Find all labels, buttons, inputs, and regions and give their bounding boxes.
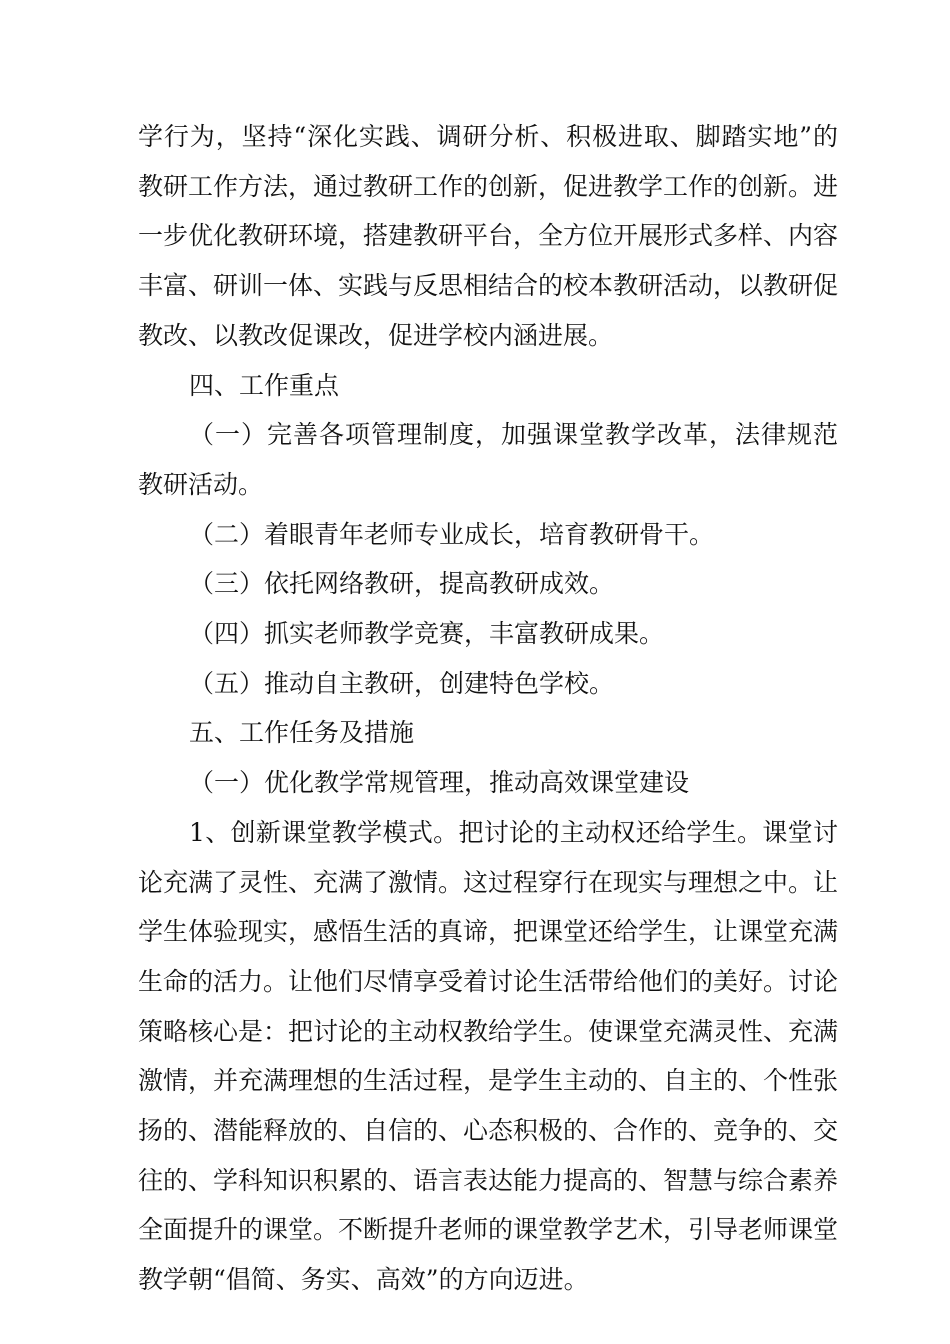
focus-item-2: （二）着眼青年老师专业成长，培育教研骨干。 [189, 519, 715, 549]
paragraph-innovation: 1、创新课堂教学模式。把讨论的主动权还给学生。课堂讨论充满了灵性、充满了激情。这过程穿行在现实与理想之中。让学生体验现实，感悟生活的真谛，把课堂还给学生，让课堂充满生命的活力。让他们尽情享受着讨论生活带给他们的美好。讨论策略核心是：把讨论的主动权教给学生。使课堂充满灵性、充满激情，并充满理想的生活过程，是学生主动的、自主的、个性张扬的、潜能释放的、自信的、心态积极的、合作的、竞争的、交往的、学科知识积累的、语言表达能力提高的、智慧与综合素养全面提升的课堂。不断提升老师的课堂教学艺术，引导老师课堂教学朝“倡简、务实、高效”的方向迈进。 [138, 817, 839, 1295]
focus-item-3: （三）依托网络教研，提高教研成效。 [189, 569, 615, 599]
paragraph-continuation: 学行为，坚持“深化实践、调研分析、积极进取、脚踏实地”的教研工作方法，通过教研工作的创新，促进教学工作的创新。进一步优化教研环境，搭建教研平台，全方位开展形式多样、内容丰富、研训一体、实践与反思相结合的校本教研活动，以教研促教改、以教改促课改，促进学校内涵进展。 [138, 122, 839, 350]
focus-item-1: （一）完善各项管理制度，加强课堂教学改革，法律规范教研活动。 [138, 420, 838, 499]
focus-item-4: （四）抓实老师教学竞赛，丰富教研成果。 [189, 619, 665, 649]
focus-item-5: （五）推动自主教研，创建特色学校。 [189, 668, 615, 698]
section-heading-work-focus: 四、工作重点 [189, 370, 340, 400]
subsection-heading-1: （一）优化教学常规管理，推动高效课堂建设 [189, 768, 690, 798]
document-body [138, 112, 838, 1305]
section-heading-tasks-measures: 五、工作任务及措施 [189, 718, 415, 748]
